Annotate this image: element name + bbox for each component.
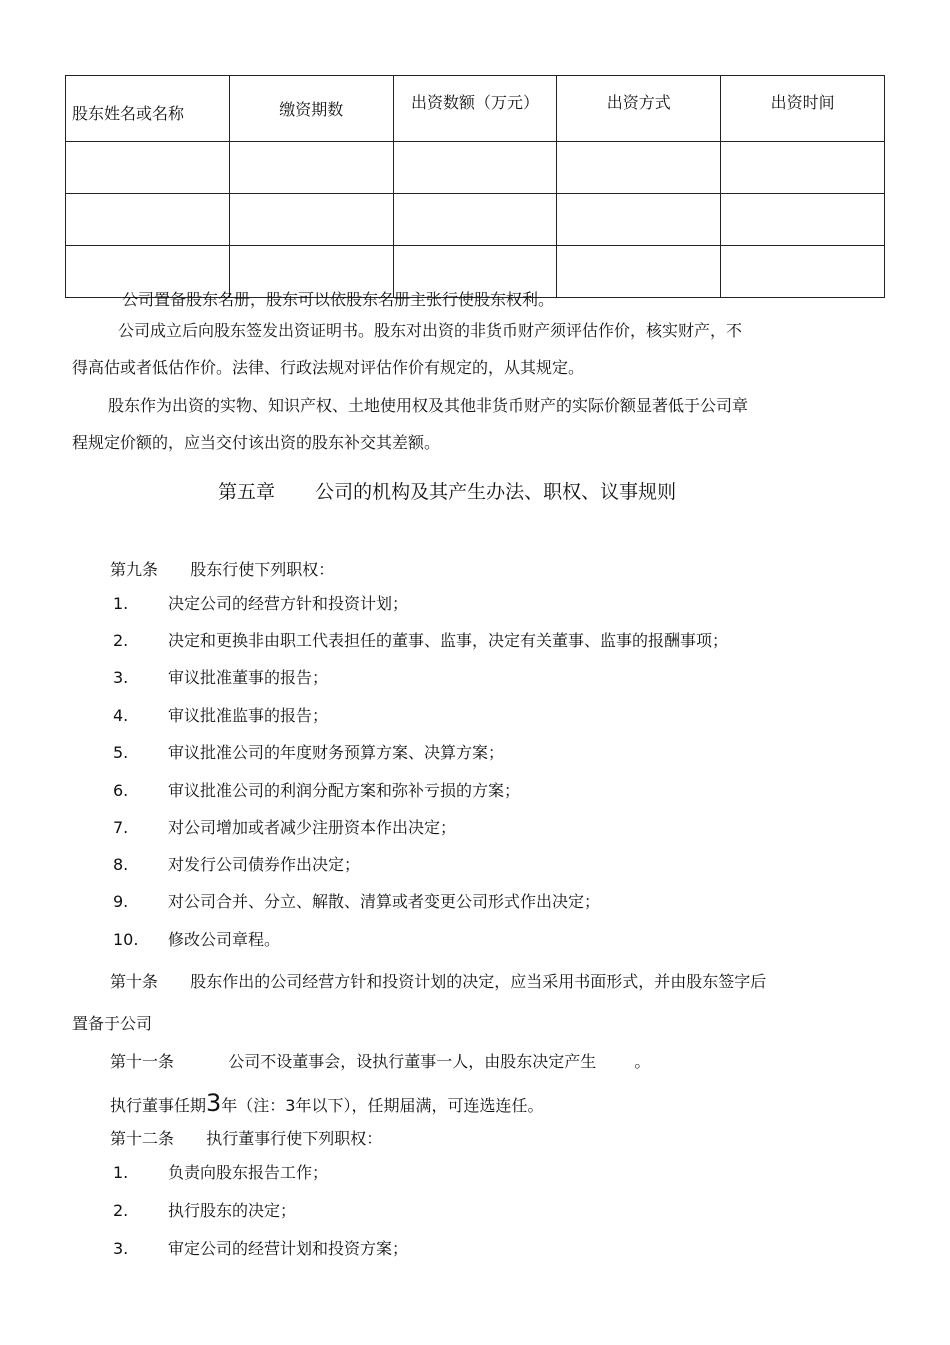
paragraph-capital-certificate-line1: 公司成立后向股东签发出资证明书。股东对出资的非货币财产须评估作价，核实财产，不 <box>118 321 743 340</box>
chapter-number: 第五章 <box>218 481 276 503</box>
column-header-contribution-date: 出资时间 <box>721 76 885 142</box>
table-cell <box>721 194 885 246</box>
list-item: 3. 审定公司的经营计划和投资方案； <box>113 1239 409 1258</box>
list-item: 1. 决定公司的经营方针和投资计划； <box>113 594 409 613</box>
list-item: 5. 审议批准公司的年度财务预算方案、决算方案； <box>113 743 505 762</box>
list-item: 7. 对公司增加或者减少注册资本作出决定； <box>113 818 457 837</box>
table-cell <box>66 142 230 194</box>
list-item: 2. 执行股东的决定； <box>113 1201 297 1220</box>
table-cell <box>393 142 557 194</box>
article-11-end: 。 <box>634 1052 651 1071</box>
article-10-label: 第十条 <box>110 972 159 991</box>
article-11-label: 第十一条 <box>110 1052 175 1071</box>
term-suffix: 年（注：3年以下），任期届满，可连选连任。 <box>221 1096 544 1115</box>
column-header-installments: 缴资期数 <box>229 76 393 142</box>
table-cell <box>393 194 557 246</box>
list-item: 4. 审议批准监事的报告； <box>113 706 329 725</box>
list-item: 2. 决定和更换非由职工代表担任的董事、监事，决定有关董事、监事的报酬事项； <box>113 631 729 650</box>
list-item: 8. 对发行公司债券作出决定； <box>113 855 361 874</box>
article-10 <box>110 972 766 992</box>
list-item: 3. 审议批准董事的报告； <box>113 668 329 687</box>
table-cell <box>557 194 721 246</box>
term-prefix: 执行董事任期 <box>110 1096 207 1115</box>
executive-director-term <box>110 1090 543 1119</box>
table-header-row <box>66 76 885 142</box>
paragraph-shareholder-register: 公司置备股东名册，股东可以依股东名册主张行使股东权利。 <box>122 290 555 309</box>
chapter-title: 公司的机构及其产生办法、职权、议事规则 <box>315 481 677 503</box>
column-header-shareholder-name: 股东姓名或名称 <box>66 76 230 142</box>
column-header-contribution-method: 出资方式 <box>557 76 721 142</box>
paragraph-non-monetary-line2: 程规定价额的，应当交付该出资的股东补交其差额。 <box>72 433 441 452</box>
article-11 <box>110 1052 650 1072</box>
article-9-intro: 股东行使下列职权： <box>190 560 335 579</box>
article-12-label: 第十二条 <box>110 1129 175 1148</box>
article-11-text: 公司不设董事会，设执行董事一人，由股东决定产生 <box>228 1052 597 1071</box>
table-row <box>66 142 885 194</box>
column-header-contribution-amount: 出资数额（万元） <box>393 76 557 142</box>
chapter-heading <box>218 480 676 504</box>
article-10-continuation: 置备于公司 <box>72 1014 153 1033</box>
table-cell <box>721 142 885 194</box>
shareholder-capital-table <box>65 75 885 298</box>
table-row <box>66 194 885 246</box>
table-cell <box>229 194 393 246</box>
list-item: 10. 修改公司章程。 <box>113 930 281 949</box>
article-12-intro: 执行董事行使下列职权： <box>206 1129 383 1148</box>
table-cell <box>557 142 721 194</box>
list-item: 6. 审议批准公司的利润分配方案和弥补亏损的方案； <box>113 781 521 800</box>
paragraph-non-monetary-line1: 股东作为出资的实物、知识产权、土地使用权及其他非货币财产的实际价额显著低于公司章 <box>108 396 749 415</box>
article-10-text: 股东作出的公司经营方针和投资计划的决定，应当采用书面形式，并由股东签字后 <box>190 972 767 991</box>
table-cell <box>229 142 393 194</box>
article-9-heading <box>110 560 334 580</box>
paragraph-capital-certificate-line2: 得高估或者低估作价。法律、行政法规对评估作价有规定的，从其规定。 <box>72 358 585 377</box>
table-cell <box>721 246 885 298</box>
article-9-label: 第九条 <box>110 560 159 579</box>
list-item: 9. 对公司合并、分立、解散、清算或者变更公司形式作出决定； <box>113 892 601 911</box>
list-item: 1. 负责向股东报告工作； <box>113 1163 329 1182</box>
table-cell <box>66 194 230 246</box>
table-cell <box>557 246 721 298</box>
term-years: 3 <box>206 1089 222 1117</box>
article-12-heading <box>110 1129 382 1149</box>
